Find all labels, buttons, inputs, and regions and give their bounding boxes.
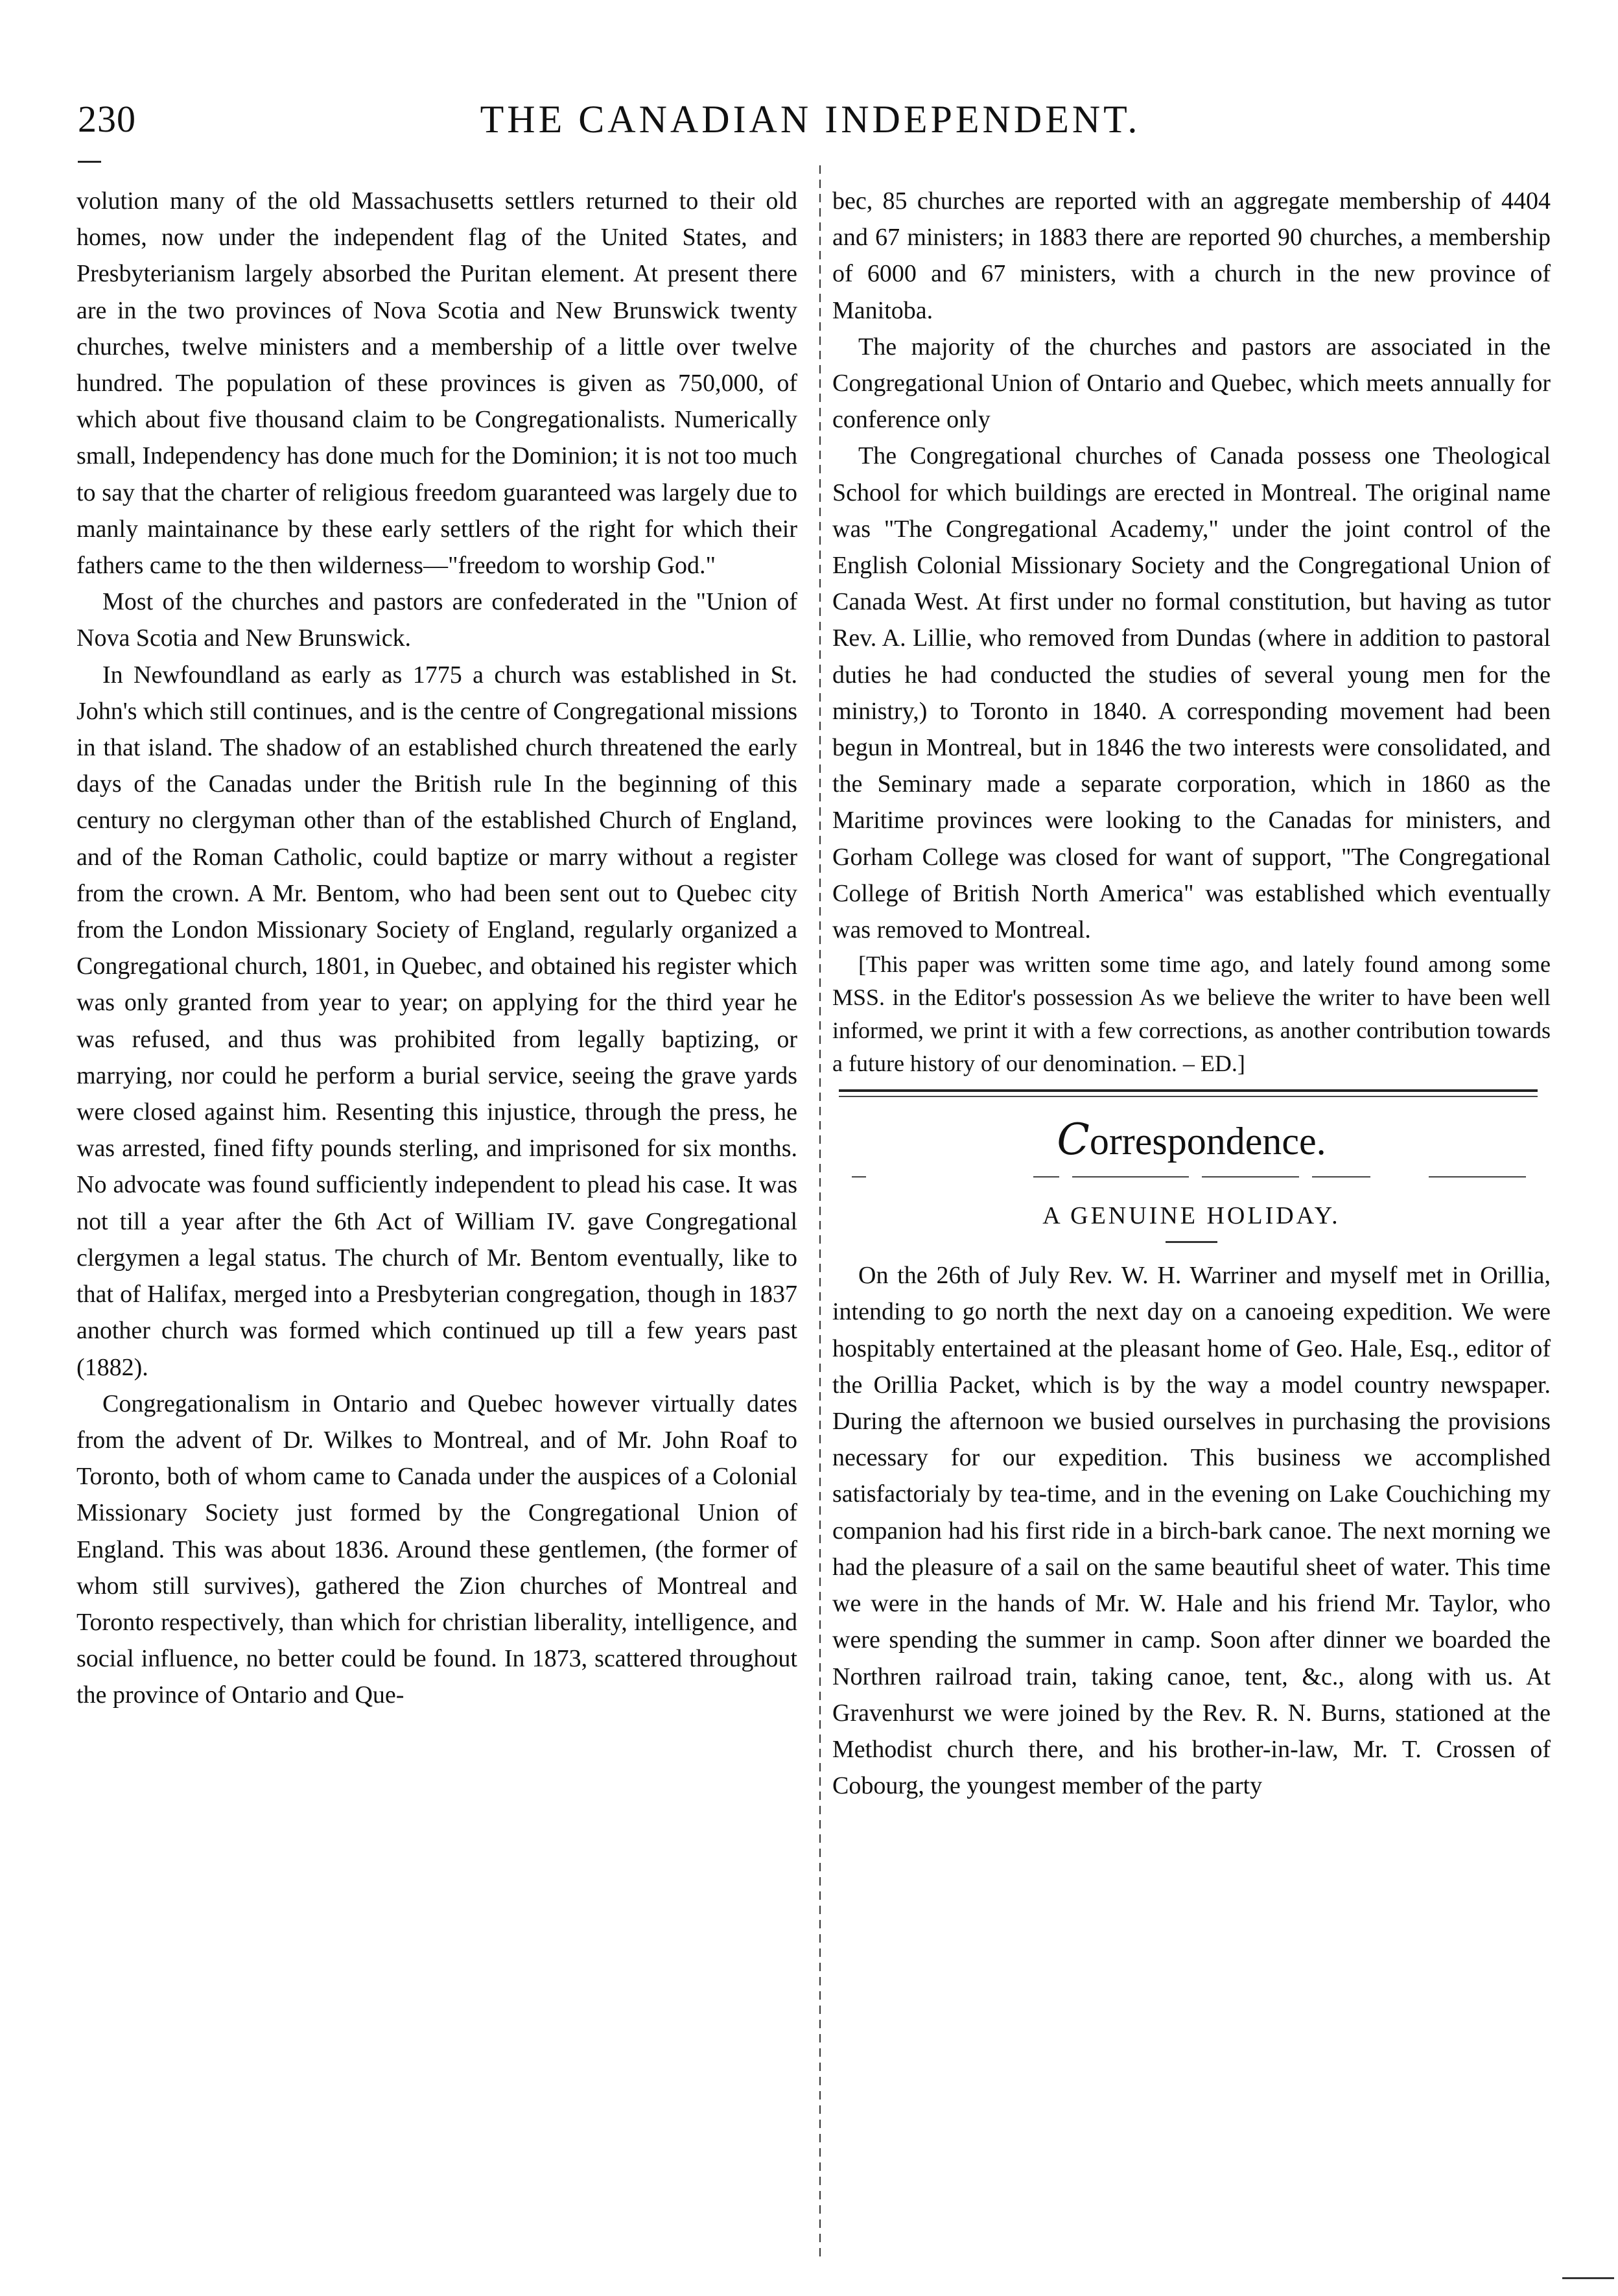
footer-mark bbox=[1562, 2277, 1614, 2279]
dashed-rule bbox=[832, 1168, 1551, 1188]
double-rule bbox=[839, 1089, 1538, 1097]
journal-title: THE CANADIAN INDEPENDENT. bbox=[480, 98, 1141, 141]
section-heading-initial: C bbox=[1057, 1115, 1090, 1165]
page-header bbox=[78, 97, 1543, 156]
right-paragraph: bec, 85 churches are reported with an aggregate membership of 4404 and 67 ministers; in 1883 there are reported 90 churches, a membership of 6000 and 67 ministers, with a church in the new province of Manitoba. bbox=[832, 187, 1551, 324]
page-number: 230 bbox=[78, 98, 136, 140]
right-column bbox=[832, 183, 1551, 1804]
header-rule bbox=[78, 161, 101, 163]
left-column bbox=[76, 183, 797, 1714]
article-title: A GENUINE HOLIDAY. bbox=[1042, 1202, 1341, 1230]
left-paragraph: volution many of the old Massachusetts settlers returned to their old homes, now under the independent flag of the United States, and Presbyterianism largely absorbed the Puritan element. At present there are in the two provinces of Nova Scotia and New Brunswick twenty churches, twelve ministers and a membership of a little over twelve hundred. The population of these provinces is given as 750,000, of which about five thousand claim to be Congregationalists. Numerically small, Independency has done much for the Dominion; it is not too much to say that the charter of religious freedom guaranteed was largely due to manly maintainance by these early settlers of the right for which their fathers came to the then wilderness—"freedom to worship God." bbox=[76, 187, 797, 580]
right-paragraph: The majority of the churches and pastors are associated in the Congregational Union of Ontario and Quebec, which meets annually for conference only bbox=[832, 333, 1551, 434]
section-heading-text: orrespondence. bbox=[1089, 1120, 1326, 1163]
editor-note: [This paper was written some time ago, and lately found among some MSS. in the Editor's possession As we believe the writer to have been well informed, we print it with a few corrections, as another contribution towards a future history of our denomination. – ED.] bbox=[832, 951, 1551, 1077]
left-paragraph: In Newfoundland as early as 1775 a church was established in St. John's which still continues, and is the centre of Congregational missions in that island. The shadow of an established church threatened the early days of the Canadas under the British rule In the beginning of this century no clergyman other than of the established Church of England, and of the Roman Catholic, could baptize or marry without a register from the crown. A Mr. Bentom, who had been sent out to Quebec city from the London Missionary Society of England, regularly organized a Congregational church, 1801, in Quebec, and obtained his register which was only granted from year to year; on applying for the third year he was refused, and thus was prohibited from legally baptizing, or marrying, nor could he perform a burial service, seeing the grave yards were closed against him. Resenting this injustice, through the press, he was arrested, fined fifty pounds sterling, and imprisoned for six months. No advocate was found sufficiently independent to plead his case. It was not till a year after the 6th Act of William IV. gave Congregational clergymen a legal status. The church of Mr. Bentom eventually, like to that of Halifax, merged into a Presbyterian congregation, though in 1837 another church was formed which continued up till a few years past (1882). bbox=[76, 661, 797, 1381]
section-heading bbox=[832, 1114, 1551, 1167]
title-rule bbox=[1166, 1241, 1217, 1243]
column-divider bbox=[819, 165, 821, 2260]
left-paragraph: Most of the churches and pastors are confederated in the "Union of Nova Scotia and New Brunswick. bbox=[76, 588, 797, 652]
left-paragraph: Congregationalism in Ontario and Quebec however virtually dates from the advent of Dr. Wilkes to Montreal, and of Mr. John Roaf to Toronto, both of whom came to Canada under the auspices of a Colonial Missionary Society just formed by the Congregational Union of England. This was about 1836. Around these gentlemen, (the former of whom still survives), gathered the Zion churches of Montreal and Toronto respectively, than which for christian liberality, intelligence, and social influence, no better could be found. In 1873, scattered throughout the province of Ontario and Que- bbox=[76, 1390, 797, 1709]
article-paragraph: On the 26th of July Rev. W. H. Warriner and myself met in Orillia, intending to go north the next day on a canoeing expedition. We were hospitably entertained at the pleasant home of Geo. Hale, Esq., editor of the Orillia Packet, which is by the way a model country newspaper. During the afternoon we busied ourselves in purchasing the provisions necessary for our expedition. This business we accomplished satisfactorialy by tea-time, and in the evening on Lake Couchiching my companion had his first ride in a birch-bark canoe. The next morning we had the pleasure of a sail on the same beautiful sheet of water. This time we were in the hands of Mr. W. Hale and his friend Mr. Taylor, who were spending the summer in camp. Soon after dinner we boarded the Northren railroad train, taking canoe, tent, &c., along with us. At Gravenhurst we were joined by the Rev. R. N. Burns, stationed at the Methodist church there, and his brother-in-law, Mr. T. Crossen of Cobourg, the youngest member of the party bbox=[832, 1262, 1551, 1800]
right-paragraph: The Congregational churches of Canada possess one Theological School for which buildings are erected in Montreal. The original name was "The Congregational Academy," under the joint control of the English Colonial Missionary Society and the Congregational Union of Canada West. At first under no formal constitution, but having as tutor Rev. A. Lillie, who removed from Dundas (where in addition to pastoral duties he had conducted the studies of several young men for the ministry,) to Toronto in 1840. A corresponding movement had been begun in Montreal, but in 1846 the two interests were consolidated, and the Seminary made a separate corporation, which in 1860 as the Maritime provinces were looking to the Canadas for ministers, and Gorham College was closed for want of support, "The Congregational College of British North America" was established which eventually was removed to Montreal. bbox=[832, 442, 1551, 944]
section-divider bbox=[832, 1080, 1551, 1109]
